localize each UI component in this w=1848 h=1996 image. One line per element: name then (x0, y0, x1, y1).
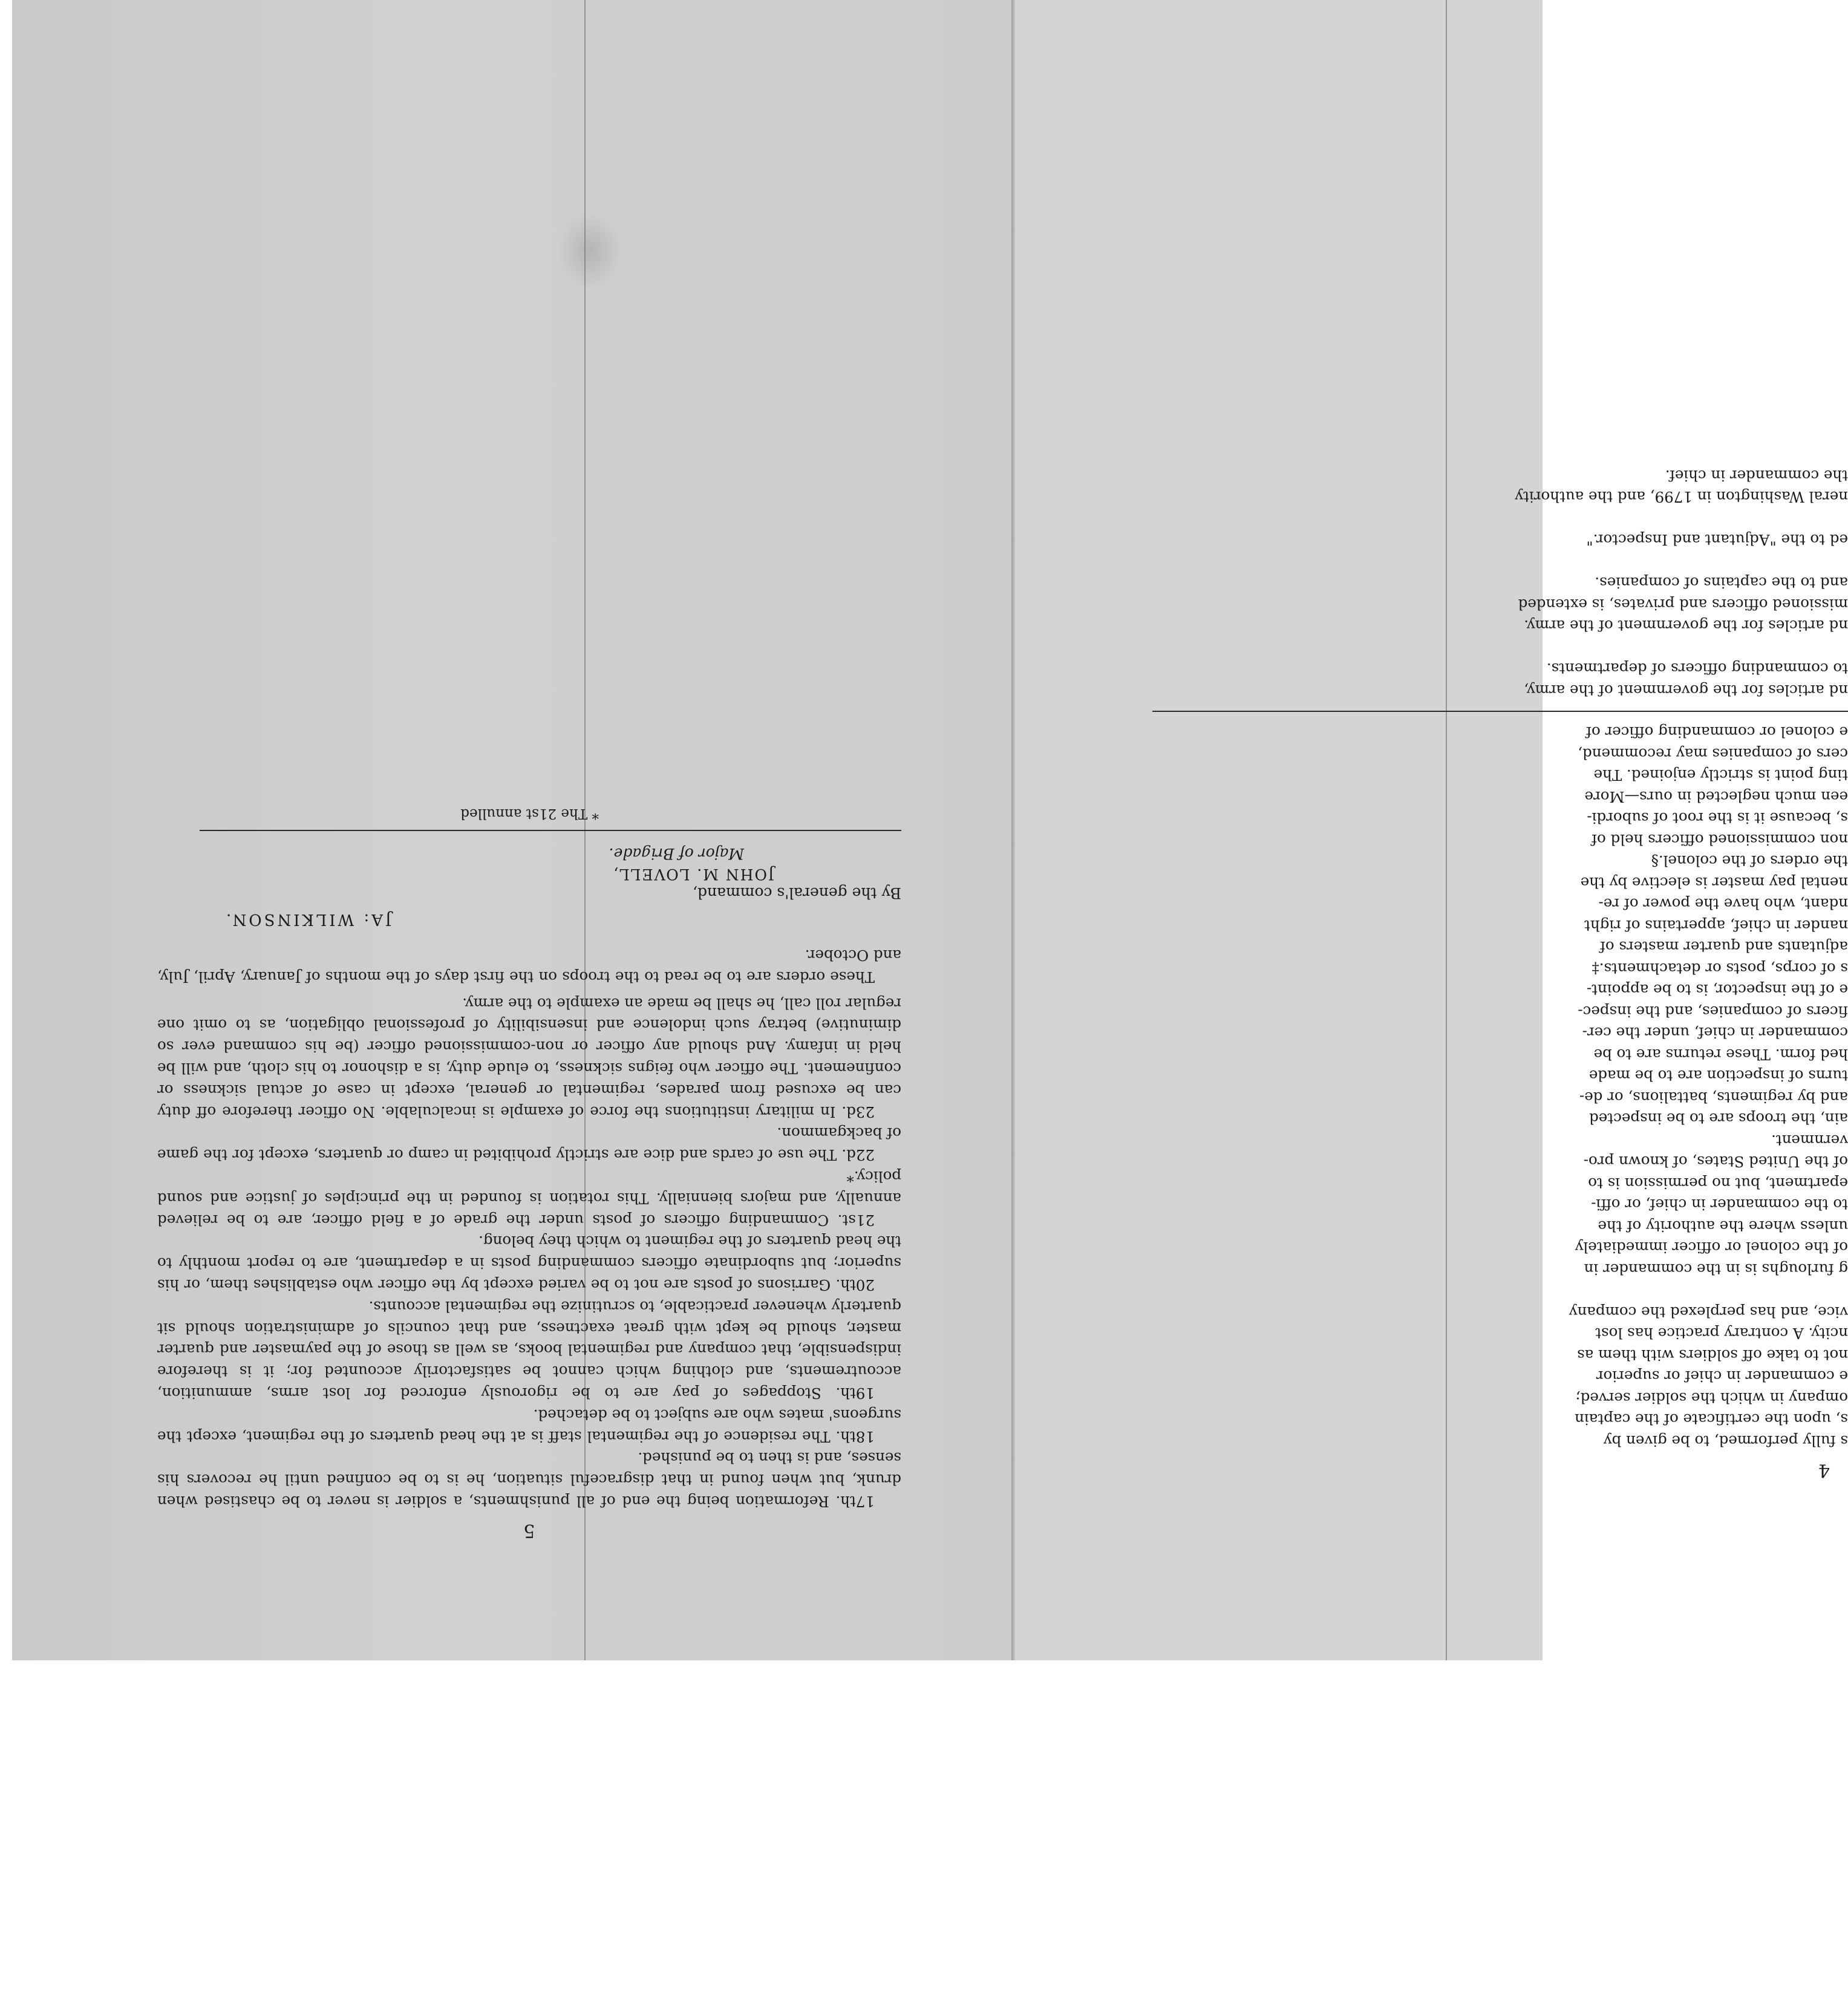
body-line: s, because it is the root of subordi- (1587, 809, 1848, 827)
body-line: commander in chief, under the cer- (1582, 1024, 1848, 1042)
body-line: nental pay master is elective by the (1580, 874, 1848, 892)
body-line: s of corps, posts or detachments.‡ (1592, 960, 1848, 977)
body-line: ncity. A contrary practice has lost (1595, 1325, 1848, 1343)
right-page-lines (1152, 722, 1848, 1452)
footnote-line: and to the captains of companies. (1595, 574, 1848, 592)
footnote-line (1152, 637, 1848, 659)
right-page-text (1152, 324, 1848, 1488)
footnote-line: neral Washington in 1799, and the authority (1515, 488, 1848, 506)
signature: JA: WILKINSON. (224, 910, 392, 929)
right-page-footnotes (1152, 465, 1848, 702)
by-command-line: By the general's command, (693, 884, 901, 902)
body-line: the orders of the colonel.§ (1651, 852, 1848, 870)
page-edge-shadow (1011, 0, 1015, 1660)
adjutant-name: JOHN M. LOVELL, (612, 866, 774, 884)
left-page-text (157, 423, 901, 1548)
footnote-rule-right (1152, 711, 1848, 712)
body-line: e colonel or commanding officer of (1585, 723, 1848, 742)
body-line: non commissioned officers held of (1591, 831, 1848, 849)
paragraph-20th: 20th. Garrisons of posts are not to be varied except by the officer who establishes them, or his superior; but subordinate officers commanding posts in a department, are to report monthly to the head quarters of the regiment to which they belong. (157, 1233, 901, 1294)
footnote-line (1152, 551, 1848, 573)
body-line: epartment, but no permission is to (1588, 1175, 1848, 1192)
footnote-line: the commander in chief. (1665, 467, 1848, 484)
body-line: s fully performed, to be given by (1603, 1432, 1848, 1450)
body-line: nander in chief, appertains of right (1584, 917, 1848, 934)
footnote-line: ed to the "Adjutant and Inspector." (1586, 531, 1848, 549)
body-line: g furloughs is in the commander in (1584, 1261, 1848, 1278)
footnote-line: missioned officers and privates, is extended (1518, 596, 1848, 613)
body-line: s, upon the certificate of the captain (1575, 1411, 1848, 1429)
footnote-line: nd articles for the government of the army, (1524, 682, 1848, 699)
paragraph-23d: 23d. In military institutions the force of example is incalculable. No officer therefore off duty can be excused from parades, regimental or general, except in case of actual sickness or confinement. The officer who feigns sickness, to elude duty, is a dishonor to his cloth, and will be held in infamy. And should any officer or non-commissioned officer (be his command ever so diminutive) betray such indolence and insensibility of professional obligation, as to omit one regular roll call, he shall be made an example to the army. (157, 994, 901, 1121)
body-line: vernment. (1771, 1132, 1848, 1149)
body-line (1152, 1280, 1848, 1302)
body-line: unless where the authority of the (1598, 1218, 1848, 1235)
body-line: of the United States, of known pro- (1583, 1153, 1848, 1171)
body-line: not to take off soldiers with them as (1577, 1346, 1848, 1364)
paragraph-21st: 21st. Commanding officers of posts under the grade of a field officer, are to be relieved annually, and majors biennially. This rotation is founded in the principles of justice and sound policy.* (157, 1168, 901, 1229)
adjutant-title: Major of Brigade. (609, 845, 744, 863)
body-line: adjutants and quarter masters of (1599, 938, 1848, 956)
scanned-sheet (12, 0, 1848, 1660)
body-line: to the commander in chief, or offi- (1591, 1196, 1848, 1214)
page-number-right: 4 (1818, 1459, 1830, 1481)
body-line: e commander in chief or superior (1596, 1368, 1848, 1386)
footnote-rule (200, 830, 901, 831)
body-line: e of the inspector, is to be appoint- (1586, 981, 1848, 999)
body-line: vice, and has perplexed the company (1569, 1303, 1848, 1321)
body-line: ficers of companies, and the inspec- (1578, 1003, 1848, 1020)
footnote: * The 21st annulled (460, 806, 599, 822)
body-line: ting point is strictly enjoined. The (1593, 766, 1848, 784)
paragraph-18th: 18th. The residence of the regimental staff is at the head quarters of the regiment, except the surgeons' mates who are subject to be detached. (157, 1406, 901, 1446)
body-line: een much neglected in ours—More (1584, 788, 1848, 806)
body-line: cers of companies may recommend, (1578, 745, 1848, 763)
paragraph-17th: 17th. Reformation being the end of all punishments, a soldier is never to be chastised when drunk, but when found in that disgraceful situation, he is to be confined until he recovers his senses, and is then to be punished. (157, 1449, 901, 1510)
body-line: ndant, who have the power of re- (1598, 895, 1848, 913)
body-line: ompany in which the soldier served; (1575, 1389, 1848, 1407)
paragraph-22d: 22d. The use of cards and dice are strictly prohibited in camp or quarters, except for the game of backgammon. (157, 1124, 901, 1164)
body-line: turns of inspection are to be made (1588, 1067, 1848, 1085)
paragraph-19th: 19th. Stoppages of pay are to be rigorously enforced for lost arms, ammunition, accoutrements, and clothing which cannot be satisfactorily accounted for; it is therefore indispensible, that company and regimental books, as well as those of the paymaster and quarter master, should be kept with great exactness, and that councils of administration should sit quarterly whenever practicable, to scrutinize the regimental accounts. (157, 1297, 901, 1403)
page-number: 5 (523, 1520, 535, 1541)
paper-crease (557, 212, 623, 290)
body-line: ain, the troops are to be inspected (1589, 1110, 1848, 1128)
footnote-line: to commanding officers of departments. (1546, 660, 1848, 678)
footnote-line: nd articles for the government of the army. (1524, 617, 1848, 635)
body-line: hed form. These returns are to be (1593, 1046, 1848, 1063)
footnote-line (1152, 508, 1848, 530)
body-line: and by regiments, battalions, or de- (1579, 1089, 1848, 1106)
body-line: of the colonel or officer immediately (1575, 1239, 1848, 1257)
reading-instruction: These orders are to be read to the troops on the first days of the months of January, April, July, and October. (157, 947, 901, 986)
